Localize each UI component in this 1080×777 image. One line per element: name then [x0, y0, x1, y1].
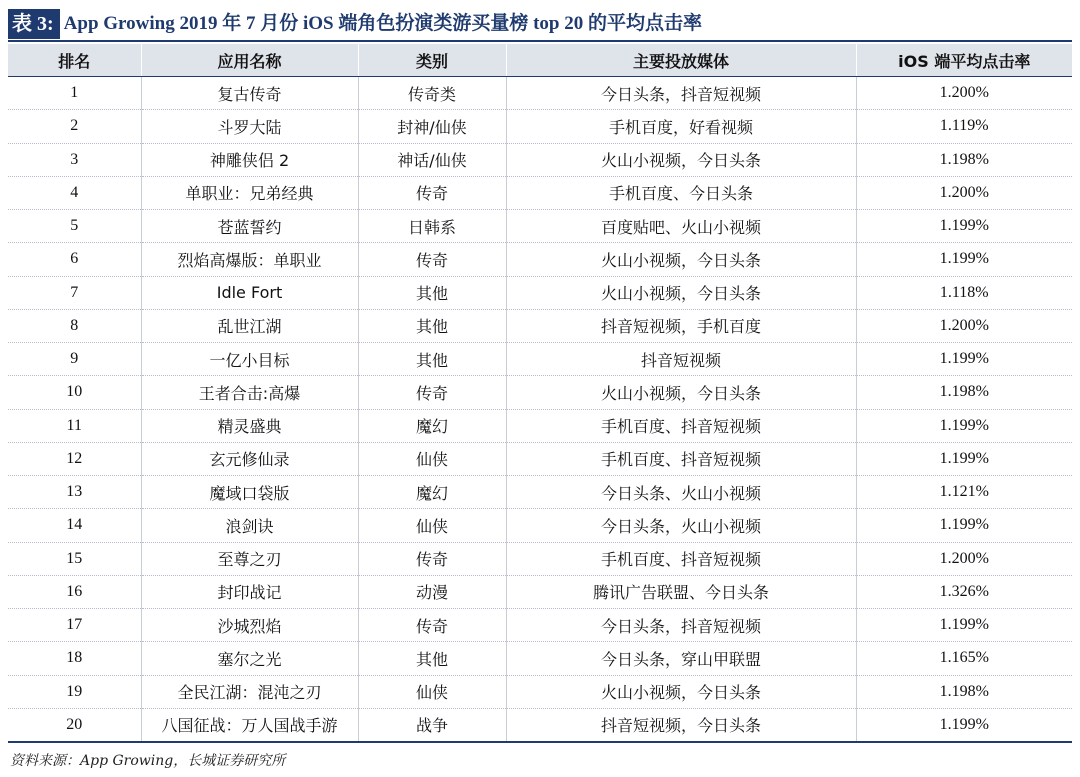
- header-app-name: 应用名称: [141, 44, 358, 77]
- ctr-cell: 1.200%: [856, 77, 1072, 110]
- table-row: [8, 708, 1072, 742]
- rank-cell: 18: [8, 642, 141, 675]
- app-name-cell: 斗罗大陆: [141, 110, 358, 143]
- category-cell: 其他: [358, 276, 506, 309]
- media-cell: 手机百度，好看视频: [506, 110, 856, 143]
- source-note: 资料来源：App Growing，长城证券研究所: [10, 753, 286, 769]
- media-cell: 今日头条，抖音短视频: [506, 77, 856, 110]
- rank-cell: 13: [8, 476, 141, 509]
- app-name-cell: 精灵盛典: [141, 409, 358, 442]
- rank-cell: 12: [8, 442, 141, 475]
- table-row: [8, 210, 1072, 243]
- ctr-cell: 1.199%: [856, 609, 1072, 642]
- ctr-cell: 1.165%: [856, 642, 1072, 675]
- table-row: [8, 509, 1072, 542]
- category-cell: 封神/仙侠: [358, 110, 506, 143]
- header-rank: 排名: [8, 44, 141, 77]
- category-cell: 其他: [358, 309, 506, 342]
- app-name-cell: 八国征战：万人国战手游: [141, 708, 358, 742]
- table-row: [8, 276, 1072, 309]
- media-cell: 腾讯广告联盟、今日头条: [506, 575, 856, 608]
- rank-cell: 8: [8, 309, 141, 342]
- ctr-cell: 1.199%: [856, 409, 1072, 442]
- app-name-cell: 神雕侠侣 2: [141, 143, 358, 176]
- ctr-cell: 1.118%: [856, 276, 1072, 309]
- rank-cell: 16: [8, 575, 141, 608]
- table-row: [8, 476, 1072, 509]
- rank-cell: 17: [8, 609, 141, 642]
- category-cell: 传奇: [358, 609, 506, 642]
- ctr-cell: 1.199%: [856, 210, 1072, 243]
- table-row: [8, 376, 1072, 409]
- rank-cell: 6: [8, 243, 141, 276]
- table-title-bar: [8, 8, 1072, 42]
- app-name-cell: 王者合击:高爆: [141, 376, 358, 409]
- table-row: [8, 343, 1072, 376]
- rank-cell: 2: [8, 110, 141, 143]
- rank-cell: 9: [8, 343, 141, 376]
- ctr-cell: 1.200%: [856, 176, 1072, 209]
- rank-cell: 3: [8, 143, 141, 176]
- app-name-cell: 沙城烈焰: [141, 609, 358, 642]
- table-row: [8, 642, 1072, 675]
- media-cell: 火山小视频，今日头条: [506, 376, 856, 409]
- ctr-cell: 1.200%: [856, 309, 1072, 342]
- rank-cell: 11: [8, 409, 141, 442]
- app-name-cell: 苍蓝誓约: [141, 210, 358, 243]
- app-name-cell: 魔域口袋版: [141, 476, 358, 509]
- media-cell: 今日头条，火山小视频: [506, 509, 856, 542]
- category-cell: 神话/仙侠: [358, 143, 506, 176]
- app-name-cell: 浪剑诀: [141, 509, 358, 542]
- ctr-cell: 1.119%: [856, 110, 1072, 143]
- category-cell: 魔幻: [358, 476, 506, 509]
- app-name-cell: 单职业：兄弟经典: [141, 176, 358, 209]
- table-row: [8, 442, 1072, 475]
- category-cell: 魔幻: [358, 409, 506, 442]
- category-cell: 战争: [358, 708, 506, 742]
- app-name-cell: 玄元修仙录: [141, 442, 358, 475]
- rank-cell: 4: [8, 176, 141, 209]
- ctr-cell: 1.200%: [856, 542, 1072, 575]
- category-cell: 传奇: [358, 176, 506, 209]
- media-cell: 火山小视频，今日头条: [506, 675, 856, 708]
- ctr-cell: 1.199%: [856, 442, 1072, 475]
- media-cell: 今日头条，穿山甲联盟: [506, 642, 856, 675]
- table-row: [8, 409, 1072, 442]
- media-cell: 抖音短视频: [506, 343, 856, 376]
- media-cell: 火山小视频，今日头条: [506, 243, 856, 276]
- rank-cell: 1: [8, 77, 141, 110]
- app-name-cell: 一亿小目标: [141, 343, 358, 376]
- table-row: [8, 77, 1072, 110]
- media-cell: 今日头条，抖音短视频: [506, 609, 856, 642]
- rank-cell: 20: [8, 708, 141, 742]
- category-cell: 日韩系: [358, 210, 506, 243]
- category-cell: 动漫: [358, 575, 506, 608]
- app-name-cell: 全民江湖：混沌之刃: [141, 675, 358, 708]
- category-cell: 仙侠: [358, 509, 506, 542]
- ctr-cell: 1.199%: [856, 243, 1072, 276]
- media-cell: 手机百度、抖音短视频: [506, 409, 856, 442]
- media-cell: 抖音短视频，手机百度: [506, 309, 856, 342]
- ctr-cell: 1.199%: [856, 509, 1072, 542]
- header-media: 主要投放媒体: [506, 44, 856, 77]
- table-row: [8, 609, 1072, 642]
- table-row: [8, 143, 1072, 176]
- ctr-cell: 1.198%: [856, 675, 1072, 708]
- category-cell: 其他: [358, 642, 506, 675]
- rank-cell: 10: [8, 376, 141, 409]
- app-name-cell: 封印战记: [141, 575, 358, 608]
- table-title: App Growing 2019 年 7 月份 iOS 端角色扮演类游买量榜 top 20 的平均点击率: [63, 13, 702, 34]
- category-cell: 传奇: [358, 542, 506, 575]
- table-row: [8, 110, 1072, 143]
- ctr-cell: 1.199%: [856, 343, 1072, 376]
- ranking-table: [8, 44, 1072, 743]
- media-cell: 今日头条、火山小视频: [506, 476, 856, 509]
- app-name-cell: 复古传奇: [141, 77, 358, 110]
- app-name-cell: 塞尔之光: [141, 642, 358, 675]
- ctr-cell: 1.198%: [856, 143, 1072, 176]
- table-row: [8, 675, 1072, 708]
- category-cell: 传奇: [358, 243, 506, 276]
- category-cell: 仙侠: [358, 675, 506, 708]
- header-ctr: iOS 端平均点击率: [856, 44, 1072, 77]
- table-number-label: 表 3:: [8, 9, 60, 39]
- media-cell: 火山小视频，今日头条: [506, 276, 856, 309]
- ctr-cell: 1.198%: [856, 376, 1072, 409]
- table-row: [8, 575, 1072, 608]
- media-cell: 手机百度、抖音短视频: [506, 442, 856, 475]
- category-cell: 传奇类: [358, 77, 506, 110]
- table-row: [8, 176, 1072, 209]
- media-cell: 手机百度、今日头条: [506, 176, 856, 209]
- table-row: [8, 243, 1072, 276]
- category-cell: 仙侠: [358, 442, 506, 475]
- ctr-cell: 1.326%: [856, 575, 1072, 608]
- rank-cell: 7: [8, 276, 141, 309]
- rank-cell: 14: [8, 509, 141, 542]
- table-header-row: [8, 44, 1072, 77]
- media-cell: 手机百度、抖音短视频: [506, 542, 856, 575]
- app-name-cell: 乱世江湖: [141, 309, 358, 342]
- table-row: [8, 542, 1072, 575]
- rank-cell: 19: [8, 675, 141, 708]
- media-cell: 抖音短视频，今日头条: [506, 708, 856, 742]
- app-name-cell: 至尊之刃: [141, 542, 358, 575]
- table-row: [8, 309, 1072, 342]
- rank-cell: 15: [8, 542, 141, 575]
- ctr-cell: 1.199%: [856, 708, 1072, 742]
- app-name-cell: 烈焰高爆版：单职业: [141, 243, 358, 276]
- media-cell: 百度贴吧、火山小视频: [506, 210, 856, 243]
- app-name-cell: Idle Fort: [141, 276, 358, 309]
- rank-cell: 5: [8, 210, 141, 243]
- table-body: [8, 77, 1072, 743]
- ctr-cell: 1.121%: [856, 476, 1072, 509]
- category-cell: 其他: [358, 343, 506, 376]
- category-cell: 传奇: [358, 376, 506, 409]
- media-cell: 火山小视频，今日头条: [506, 143, 856, 176]
- header-category: 类别: [358, 44, 506, 77]
